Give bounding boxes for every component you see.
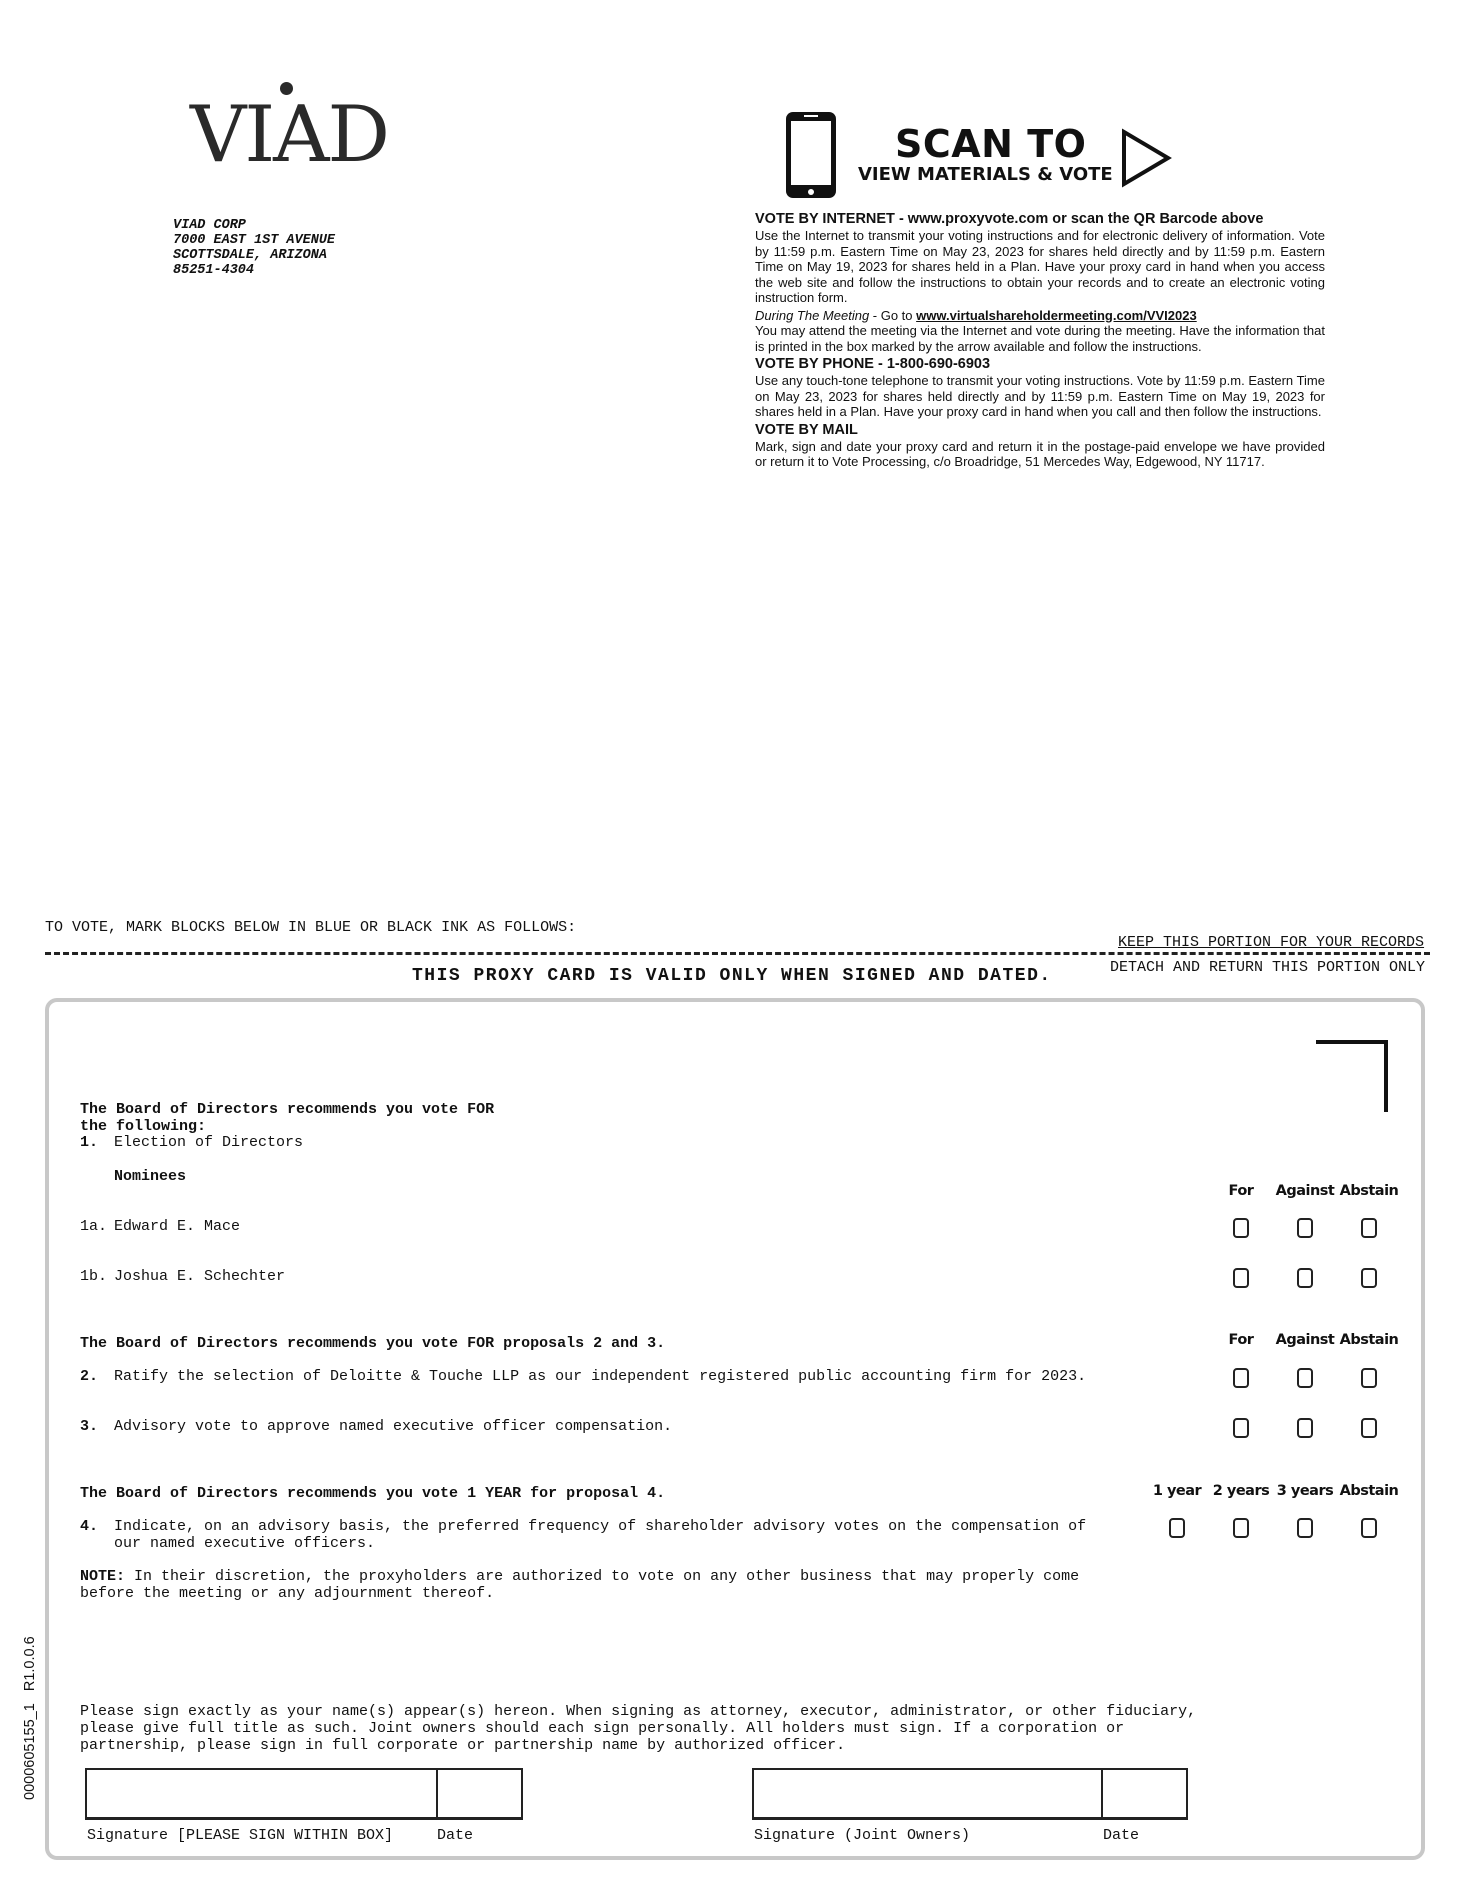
proposal4-text: Indicate, on an advisory basis, the preferred frequency of shareholder advisory votes on the compensation of xyxy=(114,1518,1087,1535)
proposal3-num: 3. xyxy=(80,1418,99,1435)
nominee-1b-for-checkbox[interactable] xyxy=(1233,1268,1249,1288)
meeting-text: You may attend the meeting via the Internet and vote during the meeting. Have the information that is printed in the box marked by the arrow available and follow the instructions. xyxy=(755,323,1325,354)
proposal4-num: 4. xyxy=(80,1518,99,1535)
item1-num: 1. xyxy=(80,1134,99,1151)
nominee-1a-abstain-checkbox[interactable] xyxy=(1361,1218,1377,1238)
item1-text: Election of Directors xyxy=(114,1134,304,1151)
signature-box[interactable] xyxy=(85,1768,438,1820)
proposal3-text: Advisory vote to approve named executive officer compensation. xyxy=(114,1418,673,1435)
phone-text: Use any touch-tone telephone to transmit your voting instructions. Vote by 11:59 p.m. Eastern Time on May 23, 2023 for shares held directly and by 11:59 p.m. Eastern Time on May 19, 2023 for shares held in a Plan. Have your proxy card in hand when you call and then follow the instructions. xyxy=(755,373,1325,419)
nominee-1b-name: Joshua E. Schechter xyxy=(114,1268,286,1285)
joint-signature-label: Signature (Joint Owners) xyxy=(754,1827,971,1844)
nominees-label: Nominees xyxy=(114,1168,187,1185)
joint-date-label: Date xyxy=(1103,1827,1140,1844)
address-line: SCOTTSDALE, ARIZONA xyxy=(173,248,327,263)
col-abstain-3: Abstain xyxy=(1339,1483,1399,1499)
proposal4-2-years-checkbox[interactable] xyxy=(1233,1518,1249,1538)
section2-heading: The Board of Directors recommends you vote FOR proposals 2 and 3. xyxy=(80,1335,666,1352)
note-label: NOTE: xyxy=(80,1568,126,1585)
mail-heading: VOTE BY MAIL xyxy=(755,421,858,438)
nominee-1b-abstain-checkbox[interactable] xyxy=(1361,1268,1377,1288)
proposal3-abstain-checkbox[interactable] xyxy=(1361,1418,1377,1438)
meeting-label: During The Meeting xyxy=(755,307,870,323)
nominee-1a-name: Edward E. Mace xyxy=(114,1218,241,1235)
sign-instructions-3: partnership, please sign in full corporate or partnership name by authorized officer. xyxy=(80,1737,846,1754)
nominee-1a-num: 1a. xyxy=(80,1218,108,1235)
vertical-code: 0000605155_1 R1.0.0.6 xyxy=(22,1636,38,1800)
date-box[interactable] xyxy=(436,1768,523,1820)
proposal3-against-checkbox[interactable] xyxy=(1297,1418,1313,1438)
section1-heading-2: the following: xyxy=(80,1118,207,1135)
address-line: VIAD CORP xyxy=(173,218,246,233)
date-label: Date xyxy=(437,1827,474,1844)
joint-date-box[interactable] xyxy=(1101,1768,1188,1820)
proposal2-for-checkbox[interactable] xyxy=(1233,1368,1249,1388)
voting-instructions xyxy=(755,209,1325,470)
col-abstain: Abstain xyxy=(1339,1183,1399,1199)
col-3-years: 3 years xyxy=(1276,1483,1334,1499)
meeting-link[interactable]: www.virtualshareholdermeeting.com/VVI2023 xyxy=(916,307,1197,323)
signature-label: Signature [PLEASE SIGN WITHIN BOX] xyxy=(87,1827,394,1844)
phone-heading: VOTE BY PHONE - 1-800-690-6903 xyxy=(755,356,991,372)
proposal3-for-checkbox[interactable] xyxy=(1233,1418,1249,1438)
proposal2-against-checkbox[interactable] xyxy=(1297,1368,1313,1388)
col-against-2: Against xyxy=(1275,1332,1335,1348)
address-line: 85251-4304 xyxy=(173,263,255,278)
sign-instructions-1: Please sign exactly as your name(s) appear(s) hereon. When signing as attorney, executor, administrator, or other fiduciary, xyxy=(80,1703,1197,1720)
mail-text: Mark, sign and date your proxy card and return it in the postage-paid envelope we have provided or return it to Vote Processing, c/o Broadridge, 51 Mercedes Way, Edgewood, NY 11717. xyxy=(755,438,1325,469)
meeting-goto: - Go to xyxy=(869,307,917,323)
section3-heading: The Board of Directors recommends you vote 1 YEAR for proposal 4. xyxy=(80,1485,666,1502)
section1-heading: The Board of Directors recommends you vote FOR xyxy=(80,1101,495,1118)
col-1-year: 1 year xyxy=(1152,1483,1202,1499)
note-text: In their discretion, the proxyholders are authorized to vote on any other business that may properly come xyxy=(125,1568,1080,1585)
keep-portion-label: KEEP THIS PORTION FOR YOUR RECORDS xyxy=(1118,934,1425,951)
corner-mark xyxy=(1316,1040,1388,1112)
proposal2-text: Ratify the selection of Deloitte & Touche LLP as our independent registered public accounting firm for 2023. xyxy=(114,1368,1087,1385)
col-2-years: 2 years xyxy=(1212,1483,1270,1499)
nominee-1a-against-checkbox[interactable] xyxy=(1297,1218,1313,1238)
address-line: 7000 EAST 1ST AVENUE xyxy=(173,233,336,248)
col-for: For xyxy=(1228,1183,1254,1199)
phone-icon xyxy=(784,110,838,200)
internet-heading: VOTE BY INTERNET - www.proxyvote.com or scan the QR Barcode above xyxy=(755,211,1264,227)
proposal4-abstain-checkbox[interactable] xyxy=(1361,1518,1377,1538)
proposal2-abstain-checkbox[interactable] xyxy=(1361,1368,1377,1388)
scan-subtitle: VIEW MATERIALS & VOTE xyxy=(858,164,1113,185)
viad-logo xyxy=(190,78,420,208)
nominee-1b-against-checkbox[interactable] xyxy=(1297,1268,1313,1288)
note xyxy=(80,1568,1079,1585)
nominee-1b-num: 1b. xyxy=(80,1268,108,1285)
logo-text: VIAD xyxy=(190,90,389,180)
scan-title: SCAN TO xyxy=(895,122,1087,166)
nominee-1a-for-checkbox[interactable] xyxy=(1233,1218,1249,1238)
note-text-2: before the meeting or any adjournment thereof. xyxy=(80,1585,495,1602)
proposal4-1-year-checkbox[interactable] xyxy=(1169,1518,1185,1538)
col-against: Against xyxy=(1275,1183,1335,1199)
play-arrow-icon xyxy=(1120,128,1172,188)
valid-notice: THIS PROXY CARD IS VALID ONLY WHEN SIGNED AND DATED. xyxy=(412,966,1052,986)
internet-text: Use the Internet to transmit your voting instructions and for electronic delivery of information. Vote by 11:59 p.m. Eastern Time on May 23, 2023 for shares held directly and by 11:59 p.m. Eastern Time on May 19, 2023 for shares held in a Plan. Have your proxy card in hand when you access the web site and follow the instructions to obtain your records and to create an electronic voting instruction form. xyxy=(755,228,1325,305)
detach-label: DETACH AND RETURN THIS PORTION ONLY xyxy=(1110,959,1426,976)
proposal4-3-years-checkbox[interactable] xyxy=(1297,1518,1313,1538)
col-abstain-2: Abstain xyxy=(1339,1332,1399,1348)
tear-line xyxy=(45,952,1430,955)
meeting-line xyxy=(755,308,1325,324)
company-address xyxy=(173,218,335,278)
to-vote-instruction: TO VOTE, MARK BLOCKS BELOW IN BLUE OR BLACK INK AS FOLLOWS: xyxy=(45,919,577,936)
col-for-2: For xyxy=(1228,1332,1254,1348)
sign-instructions-2: please give full title as such. Joint owners should each sign personally. All holders must sign. If a corporation or xyxy=(80,1720,1125,1737)
proposal2-num: 2. xyxy=(80,1368,99,1385)
proposal4-text-2: our named executive officers. xyxy=(114,1535,376,1552)
joint-signature-box[interactable] xyxy=(752,1768,1103,1820)
